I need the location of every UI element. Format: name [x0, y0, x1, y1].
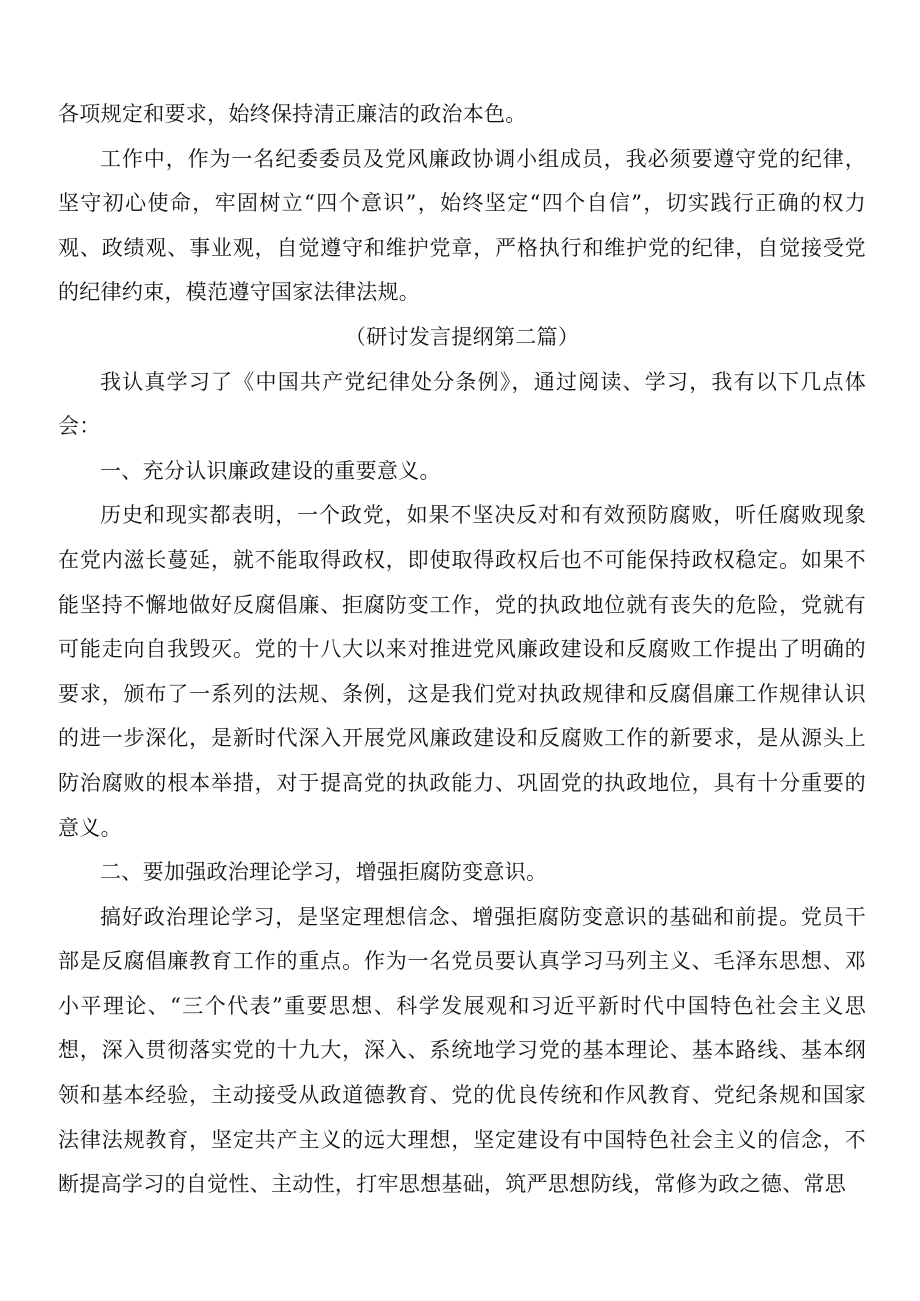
paragraph-continuation: 各项规定和要求，始终保持清正廉洁的政治本色。	[58, 102, 527, 126]
section-body-1: 历史和现实都表明，一个政党，如果不坚决反对和有效预防腐败，听任腐败现象在党内滋长蔓延，就不能取得政权，即使取得政权后也不可能保持政权稳定。如果不能坚持不懈地做好反腐倡廉、拒腐防变工作，党的执政地位就有丧失的危险，党就有可能走向自我毁灭。党的十八大以来对推进党风廉政建设和反腐败工作提出了明确的要求，颁布了一系列的法规、条例，这是我们党对执政规律和反腐倡廉工作规律认识的进一步深化，是新时代深入开展党风廉政建设和反腐败工作的新要求，是从源头上防治腐败的根本举措，对于提高党的执政能力、巩固党的执政地位，具有十分重要的意义。	[58, 503, 866, 840]
paragraph-work-duty: 工作中，作为一名纪委委员及党风廉政协调小组成员，我必须要遵守党的纪律，坚守初心使命，牢固树立“四个意识”，始终坚定“四个自信”，切实践行正确的权力观、政绩观、事业观，自觉遵守和维护党章，严格执行和维护党的纪律，自觉接受党的纪律约束，模范遵守国家法律法规。	[58, 146, 866, 305]
document-page	[58, 92, 866, 1207]
section-body-2: 搞好政治理论学习，是坚定理想信念、增强拒腐防变意识的基础和前提。党员干部是反腐倡廉教育工作的重点。作为一名党员要认真学习马列主义、毛泽东思想、邓小平理论、“三个代表”重要思想、科学发展观和习近平新时代中国特色社会主义思想，深入贯彻落实党的十九大，深入、系统地学习党的基本理论、基本路线、基本纲领和基本经验，主动接受从政道德教育、党的优良传统和作风教育、党纪条规和国家法律法规教育，坚定共产主义的远大理想，坚定建设有中国特色社会主义的信念，不断提高学习的自觉性、主动性，打牢思想基础，筑严思想防线，常修为政之德、常思	[58, 904, 866, 1197]
paragraph-intro: 我认真学习了《中国共产党纪律处分条例》，通过阅读、学习，我有以下几点体会：	[58, 369, 866, 439]
section-title-2: 二、要加强政治理论学习，增强拒腐防变意识。	[100, 860, 548, 885]
part-heading: （研讨发言提纲第二篇）	[344, 324, 580, 349]
section-title-1: 一、充分认识廉政建设的重要意义。	[100, 458, 441, 483]
